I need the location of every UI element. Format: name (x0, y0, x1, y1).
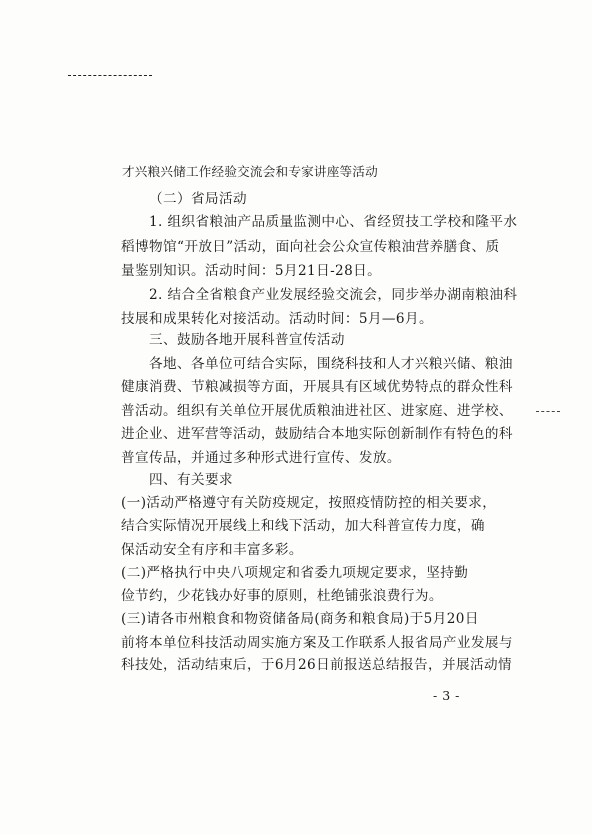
text-line-9: 健康消费、节粮减损等方面，开展具有区域优势特点的群众性科 (121, 379, 513, 395)
margin-mark (536, 411, 560, 412)
text-line-3: 稻博物馆“开放日”活动，面向社会公众宣传粮油营养膳食、质 (121, 239, 500, 255)
text-line-6: 技展和成果转化对接活动。活动时间：5月—6月。 (121, 311, 433, 327)
text-line-15: 结合实际情况开展线上和线下活动，加大科普宣传力度，确 (121, 518, 485, 534)
section-heading-local-activities: 三、鼓励各地开展科普宣传活动 (149, 332, 345, 348)
page-number: - 3 - (433, 688, 460, 703)
section-heading-provincial-activities: （二）省局活动 (149, 191, 247, 207)
text-line-19: (三)请各市州粮食和物资储备局(商务和粮食局)于5月20日 (121, 611, 479, 627)
section-heading-requirements: 四、有关要求 (149, 472, 233, 488)
text-line-11: 进企业、进军营等活动，鼓励结合本地实际创新制作有特色的科 (121, 426, 513, 442)
text-line-10: 普活动。组织有关单位开展优质粮油进社区、进家庭、进学校、 (121, 403, 513, 419)
text-line-12: 普宣传品，并通过多种形式进行宣传、发放。 (121, 450, 401, 466)
header-rule (68, 75, 152, 76)
text-line-2: 1. 组织省粮油产品质量监测中心、省经贸技工学校和隆平水 (149, 214, 518, 230)
text-line-18: 俭节约，少花钱办好事的原则，杜绝铺张浪费行为。 (121, 588, 443, 604)
text-line-17: (二)严格执行中央八项规定和省委九项规定要求，坚持勤 (121, 565, 469, 581)
text-line-20: 前将本单位科技活动周实施方案及工作联系人报省局产业发展与 (121, 635, 513, 651)
text-line-14: (一)活动严格遵守有关防疫规定，按照疫情防控的相关要求， (121, 495, 497, 511)
text-line-21: 科技处，活动结束后，于6月26日前报送总结报告，并展活动情 (121, 657, 512, 673)
text-line-4: 量鉴别知识。活动时间：5月21日-28日。 (121, 263, 382, 279)
text-line-5: 2. 结合全省粮食产业发展经验交流会，同步举办湖南粮油科 (149, 287, 518, 303)
text-line-0: 才兴粮兴储工作经验交流会和专家讲座等活动 (122, 164, 378, 179)
text-line-16: 保活动安全有序和丰富多彩。 (121, 542, 303, 558)
text-line-8: 各地、各单位可结合实际，围绕科技和人才兴粮兴储、粮油 (149, 356, 513, 372)
